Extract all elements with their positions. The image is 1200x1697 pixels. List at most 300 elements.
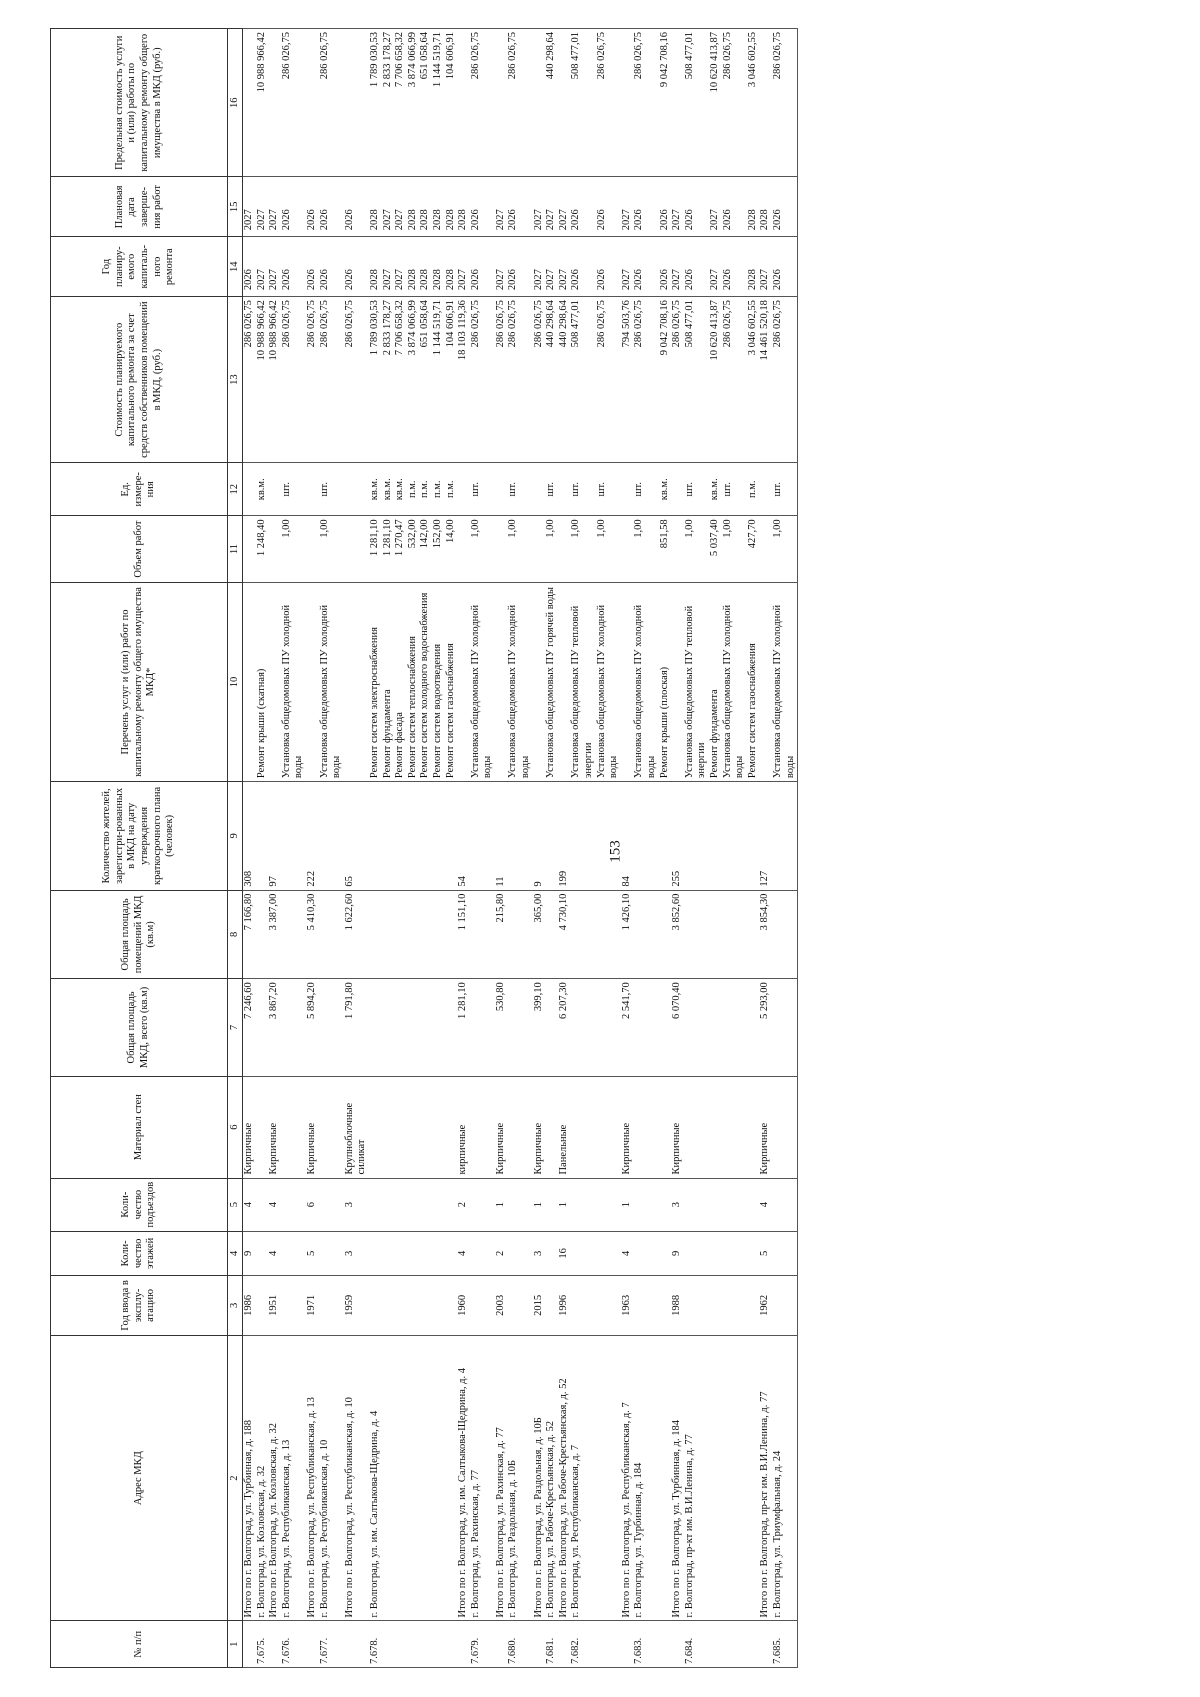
table-cell-col-6 [684, 1076, 709, 1178]
table-row [495, 29, 508, 1668]
table-cell-col-3 [394, 1276, 407, 1336]
column-header-12: Ед. измере-ния [51, 463, 228, 516]
table-cell-col-6 [319, 1076, 344, 1178]
table-cell-col-2: г. Волгоград, пр-кт им. В.И.Ленина, д. 77 [684, 1335, 709, 1621]
table-cell-col-5 [507, 1178, 532, 1231]
table-cell-col-1: 7.681. [545, 1621, 558, 1668]
table-row [319, 29, 344, 1668]
table-cell-col-1 [243, 1621, 256, 1668]
table-cell-col-7 [281, 979, 306, 1076]
table-cell-col-3 [319, 1276, 344, 1336]
table-cell-col-9 [772, 782, 798, 891]
table-row [445, 29, 458, 1668]
table-cell-col-11: 427,70 [747, 516, 760, 582]
table-cell-col-1 [432, 1621, 445, 1668]
table-cell-col-3 [722, 1276, 747, 1336]
table-cell-col-11: 1 281,10 [382, 516, 395, 582]
table-cell-col-14: 2028 [445, 237, 458, 297]
table-cell-col-4 [382, 1231, 395, 1275]
table-cell-col-14: 2028 [369, 237, 382, 297]
table-cell-col-4 [256, 1231, 269, 1275]
table-cell-col-7 [507, 979, 532, 1076]
table-cell-col-9 [432, 782, 445, 891]
table-cell-col-9 [709, 782, 722, 891]
table-cell-col-14: 2028 [419, 237, 432, 297]
table-cell-col-11: 1,00 [722, 516, 747, 582]
table-cell-col-8: 1 622,60 [344, 890, 369, 979]
table-cell-col-15: 2026 [344, 177, 369, 237]
table-cell-col-15: 2026 [281, 177, 306, 237]
table-cell-col-11: 1,00 [633, 516, 658, 582]
table-cell-col-13: 9 042 708,16 [659, 297, 672, 463]
table-cell-col-11: 1,00 [596, 516, 621, 582]
column-number-8: 8 [228, 890, 243, 979]
table-cell-col-5 [570, 1178, 595, 1231]
table-cell-col-3: 1963 [621, 1276, 634, 1336]
table-cell-col-4: 16 [558, 1231, 571, 1275]
table-cell-col-6 [709, 1076, 722, 1178]
table-cell-col-3 [281, 1276, 306, 1336]
table-row [470, 29, 495, 1668]
table-cell-col-5 [709, 1178, 722, 1231]
table-row [419, 29, 432, 1668]
table-cell-col-9 [747, 782, 760, 891]
table-cell-col-7 [470, 979, 495, 1076]
table-cell-col-2 [419, 1335, 432, 1621]
table-cell-col-5: 4 [759, 1178, 772, 1231]
table-cell-col-9 [382, 782, 395, 891]
table-cell-col-7 [659, 979, 672, 1076]
table-cell-col-8 [319, 890, 344, 979]
table-cell-col-10: Установка общедомовых ПУ тепловой энергии [684, 582, 709, 781]
table-cell-col-1 [722, 1621, 747, 1668]
table-cell-col-14: 2028 [432, 237, 445, 297]
table-cell-col-14: 2026 [507, 237, 532, 297]
table-cell-col-14: 2026 [772, 237, 798, 297]
table-cell-col-12: кв.м. [369, 463, 382, 516]
table-cell-col-5 [633, 1178, 658, 1231]
table-cell-col-2 [722, 1335, 747, 1621]
table-cell-col-5 [747, 1178, 760, 1231]
table-cell-col-12: шт. [684, 463, 709, 516]
table-cell-col-11: 142,00 [419, 516, 432, 582]
table-cell-col-3 [633, 1276, 658, 1336]
table-cell-col-12: шт. [596, 463, 621, 516]
table-cell-col-16 [671, 29, 684, 177]
table-cell-col-16 [533, 29, 546, 177]
table-cell-col-10 [306, 582, 319, 781]
table-cell-col-2: Итого по г. Волгоград, ул. им. Салтыкова-Щедрина, д. 4 [457, 1335, 470, 1621]
table-row [407, 29, 420, 1668]
table-cell-col-7: 3 867,20 [268, 979, 281, 1076]
table-cell-col-10: Ремонт систем теплоснабжения [407, 582, 420, 781]
table-cell-col-16: 286 026,75 [319, 29, 344, 177]
table-cell-col-3: 2015 [533, 1276, 546, 1336]
table-cell-col-16 [558, 29, 571, 177]
table-cell-col-1 [671, 1621, 684, 1668]
table-cell-col-1 [382, 1621, 395, 1668]
table-cell-col-11: 1,00 [281, 516, 306, 582]
table-cell-col-6: Панельные [558, 1076, 571, 1178]
table-row [558, 29, 571, 1668]
table-cell-col-6: Кирпичные [621, 1076, 634, 1178]
table-cell-col-2: Итого по г. Волгоград, ул. Рахинская, д. 77 [495, 1335, 508, 1621]
table-cell-col-13: 7 706 658,32 [394, 297, 407, 463]
table-cell-col-3 [432, 1276, 445, 1336]
table-cell-col-10 [759, 582, 772, 781]
column-header-1: № п/п [51, 1621, 228, 1668]
table-cell-col-1 [445, 1621, 458, 1668]
table-cell-col-11: 1,00 [545, 516, 558, 582]
column-number-1: 1 [228, 1621, 243, 1668]
table-cell-col-7 [684, 979, 709, 1076]
table-cell-col-8 [407, 890, 420, 979]
table-cell-col-16: 9 042 708,16 [659, 29, 672, 177]
header-row [51, 29, 228, 1668]
table-cell-col-12 [671, 463, 684, 516]
table-cell-col-9 [684, 782, 709, 891]
table-cell-col-3: 1988 [671, 1276, 684, 1336]
table-cell-col-13: 10 988 966,42 [268, 297, 281, 463]
table-cell-col-9 [659, 782, 672, 891]
column-header-15: Плановая дата заверше-ния работ [51, 177, 228, 237]
table-cell-col-3 [382, 1276, 395, 1336]
rotated-table-container [50, 28, 1150, 1668]
table-row [533, 29, 546, 1668]
table-cell-col-13: 286 026,75 [319, 297, 344, 463]
column-number-row [228, 29, 243, 1668]
table-cell-col-12 [457, 463, 470, 516]
table-cell-col-15: 2026 [596, 177, 621, 237]
table-cell-col-2 [445, 1335, 458, 1621]
table-cell-col-6 [419, 1076, 432, 1178]
table-cell-col-5 [256, 1178, 269, 1231]
table-cell-col-16 [621, 29, 634, 177]
table-cell-col-9: 65 [344, 782, 369, 891]
table-row [457, 29, 470, 1668]
table-cell-col-11 [495, 516, 508, 582]
table-cell-col-13: 286 026,75 [495, 297, 508, 463]
table-row [382, 29, 395, 1668]
table-cell-col-1 [621, 1621, 634, 1668]
table-cell-col-8 [445, 890, 458, 979]
table-cell-col-13: 104 606,91 [445, 297, 458, 463]
table-cell-col-9 [596, 782, 621, 891]
table-cell-col-1: 7.679. [470, 1621, 495, 1668]
table-cell-col-11 [306, 516, 319, 582]
table-row [243, 29, 256, 1668]
table-cell-col-3 [570, 1276, 595, 1336]
table-cell-col-12: кв.м. [659, 463, 672, 516]
table-cell-col-12 [306, 463, 319, 516]
column-header-16: Предельная стоимость услуги и (или) работы по капитальному ремонту общего имущества в МКД (руб.) [51, 29, 228, 177]
table-cell-col-10 [495, 582, 508, 781]
table-cell-col-14: 2027 [533, 237, 546, 297]
table-cell-col-3 [659, 1276, 672, 1336]
table-cell-col-6 [256, 1076, 269, 1178]
table-cell-col-9 [545, 782, 558, 891]
table-cell-col-13: 2 833 178,27 [382, 297, 395, 463]
table-cell-col-15: 2028 [419, 177, 432, 237]
table-row [306, 29, 319, 1668]
table-cell-col-10: Установка общедомовых ПУ холодной воды [470, 582, 495, 781]
table-cell-col-7 [419, 979, 432, 1076]
table-cell-col-11 [558, 516, 571, 582]
table-cell-col-9 [470, 782, 495, 891]
table-cell-col-6 [394, 1076, 407, 1178]
table-cell-col-3 [256, 1276, 269, 1336]
table-cell-col-9 [633, 782, 658, 891]
table-cell-col-13: 286 026,75 [533, 297, 546, 463]
table-cell-col-11: 1,00 [507, 516, 532, 582]
table-cell-col-7: 5 293,00 [759, 979, 772, 1076]
table-cell-col-9: 199 [558, 782, 571, 891]
table-cell-col-1 [457, 1621, 470, 1668]
table-cell-col-16: 286 026,75 [507, 29, 532, 177]
column-number-10: 10 [228, 582, 243, 781]
table-cell-col-10: Ремонт крыши (скатная) [256, 582, 269, 781]
table-cell-col-4 [709, 1231, 722, 1275]
table-cell-col-4: 3 [533, 1231, 546, 1275]
table-cell-col-1: 7.682. [570, 1621, 595, 1668]
table-row [344, 29, 369, 1668]
table-cell-col-11: 14,00 [445, 516, 458, 582]
table-cell-col-16 [457, 29, 470, 177]
table-cell-col-10 [621, 582, 634, 781]
table-cell-col-14: 2027 [268, 237, 281, 297]
table-cell-col-13: 286 026,75 [596, 297, 621, 463]
table-cell-col-16 [306, 29, 319, 177]
table-cell-col-4 [659, 1231, 672, 1275]
table-cell-col-5: 1 [558, 1178, 571, 1231]
table-cell-col-6 [570, 1076, 595, 1178]
table-cell-col-5 [382, 1178, 395, 1231]
table-cell-col-15: 2026 [722, 177, 747, 237]
table-cell-col-15: 2026 [470, 177, 495, 237]
table-cell-col-4: 9 [243, 1231, 256, 1275]
table-cell-col-10: Ремонт систем газоснабжения [747, 582, 760, 781]
column-number-11: 11 [228, 516, 243, 582]
table-cell-col-14: 2027 [759, 237, 772, 297]
table-cell-col-16 [495, 29, 508, 177]
table-cell-col-8 [659, 890, 672, 979]
table-cell-col-2: г. Волгоград, ул. Раздольная, д. 10Б [507, 1335, 532, 1621]
table-cell-col-10: Установка общедомовых ПУ холодной воды [507, 582, 532, 781]
table-cell-col-7 [772, 979, 798, 1076]
table-cell-col-12 [759, 463, 772, 516]
table-cell-col-6 [407, 1076, 420, 1178]
table-cell-col-14: 2027 [671, 237, 684, 297]
table-cell-col-7 [722, 979, 747, 1076]
table-cell-col-8 [772, 890, 798, 979]
table-row [268, 29, 281, 1668]
table-row [545, 29, 558, 1668]
table-cell-col-7 [633, 979, 658, 1076]
table-cell-col-13: 286 026,75 [507, 297, 532, 463]
table-cell-col-14: 2026 [344, 237, 369, 297]
table-cell-col-5 [319, 1178, 344, 1231]
table-cell-col-12: шт. [633, 463, 658, 516]
table-cell-col-1 [759, 1621, 772, 1668]
table-cell-col-16: 10 620 413,87 [709, 29, 722, 177]
table-cell-col-14: 2027 [457, 237, 470, 297]
table-cell-col-11: 1 248,40 [256, 516, 269, 582]
table-cell-col-8: 7 166,80 [243, 890, 256, 979]
table-cell-col-15: 2027 [558, 177, 571, 237]
table-cell-col-1 [268, 1621, 281, 1668]
table-cell-col-14: 2026 [319, 237, 344, 297]
table-cell-col-8 [709, 890, 722, 979]
table-cell-col-15: 2026 [633, 177, 658, 237]
table-cell-col-6 [281, 1076, 306, 1178]
table-cell-col-4 [633, 1231, 658, 1275]
table-cell-col-14: 2028 [747, 237, 760, 297]
table-cell-col-15: 2027 [256, 177, 269, 237]
table-row [394, 29, 407, 1668]
table-cell-col-9 [570, 782, 595, 891]
table-cell-col-6: Кирпичные [495, 1076, 508, 1178]
table-cell-col-1 [419, 1621, 432, 1668]
table-cell-col-8 [382, 890, 395, 979]
table-cell-col-7 [747, 979, 760, 1076]
table-cell-col-15: 2027 [394, 177, 407, 237]
table-cell-col-6 [659, 1076, 672, 1178]
table-cell-col-2: Итого по г. Волгоград, ул. Раздольная, д. 10Б [533, 1335, 546, 1621]
table-cell-col-15: 2027 [382, 177, 395, 237]
table-cell-col-2: г. Волгоград, ул. им. Салтыкова-Щедрина, д. 4 [369, 1335, 382, 1621]
table-cell-col-16: 508 477,01 [684, 29, 709, 177]
table-cell-col-3: 1959 [344, 1276, 369, 1336]
table-cell-col-7 [382, 979, 395, 1076]
table-cell-col-5: 4 [268, 1178, 281, 1231]
table-cell-col-16: 7 706 658,32 [394, 29, 407, 177]
table-cell-col-15: 2028 [747, 177, 760, 237]
table-cell-col-3: 1951 [268, 1276, 281, 1336]
table-row [432, 29, 445, 1668]
table-cell-col-15: 2027 [495, 177, 508, 237]
table-cell-col-15: 2026 [772, 177, 798, 237]
table-cell-col-11: 1 270,47 [394, 516, 407, 582]
column-header-11: Объем работ [51, 516, 228, 582]
table-cell-col-15: 2028 [407, 177, 420, 237]
table-cell-col-7: 1 281,10 [457, 979, 470, 1076]
page-number: 153 [607, 840, 624, 863]
table-cell-col-3: 1996 [558, 1276, 571, 1336]
table-cell-col-11: 1,00 [684, 516, 709, 582]
table-cell-col-7 [432, 979, 445, 1076]
table-cell-col-14: 2026 [684, 237, 709, 297]
table-cell-col-6: Кирпичные [671, 1076, 684, 1178]
table-cell-col-13: 794 503,76 [621, 297, 634, 463]
table-cell-col-8: 3 854,30 [759, 890, 772, 979]
table-cell-col-2: г. Волгоград, ул. Республиканская, д. 10 [319, 1335, 344, 1621]
table-cell-col-16: 286 026,75 [596, 29, 621, 177]
table-cell-col-3 [407, 1276, 420, 1336]
column-number-4: 4 [228, 1231, 243, 1275]
table-cell-col-12: п.м. [747, 463, 760, 516]
table-cell-col-13: 440 298,64 [558, 297, 571, 463]
table-cell-col-9: 97 [268, 782, 281, 891]
table-cell-col-4 [545, 1231, 558, 1275]
table-cell-col-10: Ремонт систем электроснабжения [369, 582, 382, 781]
table-cell-col-2 [432, 1335, 445, 1621]
table-cell-col-1 [659, 1621, 672, 1668]
table-cell-col-15: 2028 [369, 177, 382, 237]
table-cell-col-5: 3 [671, 1178, 684, 1231]
table-cell-col-9 [507, 782, 532, 891]
table-cell-col-16: 508 477,01 [570, 29, 595, 177]
table-cell-col-16: 104 606,91 [445, 29, 458, 177]
table-cell-col-10: Ремонт систем водоотведения [432, 582, 445, 781]
table-cell-col-7 [545, 979, 558, 1076]
table-cell-col-6: Кирпичные [306, 1076, 319, 1178]
table-cell-col-2: г. Волгоград, ул. Рахинская, д. 77 [470, 1335, 495, 1621]
table-cell-col-12: п.м. [407, 463, 420, 516]
table-cell-col-1: 7.684. [684, 1621, 709, 1668]
table-cell-col-14: 2027 [558, 237, 571, 297]
table-cell-col-11 [344, 516, 369, 582]
column-number-9: 9 [228, 782, 243, 891]
table-cell-col-6 [596, 1076, 621, 1178]
column-number-7: 7 [228, 979, 243, 1076]
table-cell-col-4 [369, 1231, 382, 1275]
table-cell-col-12: п.м. [432, 463, 445, 516]
table-cell-col-16 [344, 29, 369, 177]
table-row [684, 29, 709, 1668]
table-cell-col-5 [407, 1178, 420, 1231]
table-cell-col-13: 286 026,75 [306, 297, 319, 463]
table-cell-col-7 [256, 979, 269, 1076]
table-cell-col-5 [445, 1178, 458, 1231]
table-cell-col-5 [545, 1178, 558, 1231]
table-cell-col-4 [507, 1231, 532, 1275]
table-cell-col-15: 2028 [432, 177, 445, 237]
table-cell-col-6: кирпичные [457, 1076, 470, 1178]
table-cell-col-3: 1960 [457, 1276, 470, 1336]
table-cell-col-1 [747, 1621, 760, 1668]
table-cell-col-8 [256, 890, 269, 979]
table-cell-col-14: 2026 [722, 237, 747, 297]
table-cell-col-14: 2026 [633, 237, 658, 297]
table-cell-col-5: 2 [457, 1178, 470, 1231]
table-cell-col-13: 651 058,64 [419, 297, 432, 463]
table-row [507, 29, 532, 1668]
table-cell-col-4 [596, 1231, 621, 1275]
table-cell-col-6 [507, 1076, 532, 1178]
table-cell-col-13: 10 988 966,42 [256, 297, 269, 463]
table-cell-col-4 [407, 1231, 420, 1275]
table-cell-col-12 [533, 463, 546, 516]
table-cell-col-2: Итого по г. Волгоград, ул. Турбинная, д. 184 [671, 1335, 684, 1621]
table-cell-col-15: 2027 [533, 177, 546, 237]
table-cell-col-12 [558, 463, 571, 516]
table-cell-col-10 [671, 582, 684, 781]
table-cell-col-16: 651 058,64 [419, 29, 432, 177]
table-cell-col-2 [382, 1335, 395, 1621]
table-cell-col-4: 5 [759, 1231, 772, 1275]
table-cell-col-2: Итого по г. Волгоград, ул. Республиканская, д. 7 [621, 1335, 634, 1621]
table-cell-col-5 [772, 1178, 798, 1231]
table-cell-col-1: 7.676. [281, 1621, 306, 1668]
table-cell-col-13: 286 026,75 [344, 297, 369, 463]
table-cell-col-12: п.м. [445, 463, 458, 516]
table-cell-col-1 [558, 1621, 571, 1668]
table-cell-col-8 [394, 890, 407, 979]
table-cell-col-2: Итого по г. Волгоград, ул. Турбинная, д. 188 [243, 1335, 256, 1621]
table-cell-col-2: Итого по г. Волгоград, ул. Козловская, д. 32 [268, 1335, 281, 1621]
table-cell-col-11: 1,00 [470, 516, 495, 582]
column-header-14: Год планиру-емого капиталь-ного ремонта [51, 237, 228, 297]
